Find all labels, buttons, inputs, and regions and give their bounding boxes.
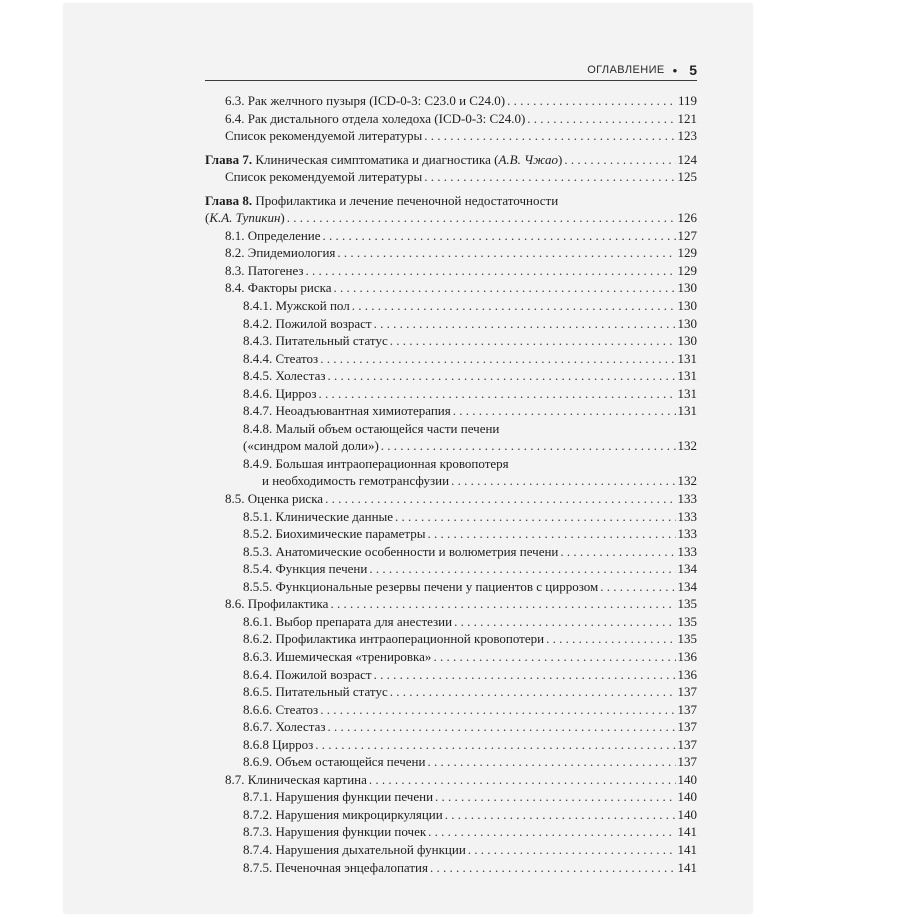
toc-page: 132 (677, 473, 697, 489)
toc-entry-8-4-5[interactable]: 8.4.5. Холестаз . . . 131 (205, 367, 697, 385)
toc-page: 123 (677, 128, 697, 144)
toc-entry-8-5-1[interactable]: 8.5.1. Клинические данные . . . 133 (205, 508, 697, 526)
toc-entry-8-5-5[interactable]: 8.5.5. Функциональные резервы печени у пациентов с циррозом . . . 134 (205, 578, 697, 596)
toc-page: 131 (677, 350, 697, 366)
toc-entry-8-4-2[interactable]: 8.4.2. Пожилой возраст . . . 130 (205, 315, 697, 333)
toc-entry-8-6[interactable]: 8.6. Профилактика . . . 135 (205, 595, 697, 613)
toc-entry-8-4-9[interactable]: 8.4.9. Большая интраоперационная кровопотеря и необходимость гемотрансфузии . . . 132 (205, 455, 697, 490)
toc-entry-8-2[interactable]: 8.2. Эпидемиология . . . 129 (205, 244, 697, 262)
page-number: 5 (689, 62, 697, 78)
header-bullet: • (672, 62, 678, 78)
toc-page: 127 (677, 227, 697, 243)
toc-entry-8-6-3[interactable]: 8.6.3. Ишемическая «тренировка» . . . 136 (205, 648, 697, 666)
toc-entry-ch7-literature[interactable]: Список рекомендуемой литературы . . . 125 (205, 168, 697, 186)
toc-page: 137 (677, 719, 697, 735)
toc-entry-8-7-5[interactable]: 8.7.5. Печеночная энцефалопатия . . . 141 (205, 859, 697, 877)
toc-entry-8-4-8[interactable]: 8.4.8. Малый объем остающейся части печени («синдром малой доли») . . . 132 (205, 420, 697, 455)
toc-page: 119 (677, 93, 697, 108)
toc-entry-8-4[interactable]: 8.4. Факторы риска . . . 130 (205, 279, 697, 297)
toc-entry-8-6-1[interactable]: 8.6.1. Выбор препарата для анестезии . . . 135 (205, 613, 697, 631)
toc-page: 129 (677, 262, 697, 278)
running-header (205, 62, 697, 78)
toc-page: 136 (677, 666, 697, 682)
toc-page: 133 (677, 491, 697, 507)
toc-entry-8-6-6[interactable]: 8.6.6. Стеатоз . . . 137 (205, 701, 697, 719)
toc-entry-8-3[interactable]: 8.3. Патогенез . . . 129 (205, 262, 697, 280)
toc-entry-6-4[interactable]: 6.4. Рак дистального отдела холедоха (ICD-0-3: C24.0) . . . 121 (205, 110, 697, 128)
toc-entry-8-7[interactable]: 8.7. Клиническая картина . . . 140 (205, 771, 697, 789)
toc-page: 121 (677, 110, 697, 126)
toc-page: 141 (677, 824, 697, 840)
toc-page: 135 (677, 631, 697, 647)
toc-page: 137 (677, 754, 697, 770)
toc-page: 140 (677, 771, 697, 787)
toc-page: 141 (677, 859, 697, 875)
toc-entry-8-6-5[interactable]: 8.6.5. Питательный статус . . . 137 (205, 683, 697, 701)
toc-page: 130 (677, 298, 697, 314)
toc-entry-8-4-4[interactable]: 8.4.4. Стеатоз . . . 131 (205, 350, 697, 368)
toc-page: 130 (677, 280, 697, 296)
toc-entry-8-6-2[interactable]: 8.6.2. Профилактика интраоперационной кровопотери . . . 135 (205, 630, 697, 648)
header-rule (205, 80, 697, 81)
toc-entry-8-4-7[interactable]: 8.4.7. Неоадъювантная химиотерапия . . . 131 (205, 402, 697, 420)
toc-entry-8-5[interactable]: 8.5. Оценка риска . . . 133 (205, 490, 697, 508)
toc-chapter-8[interactable]: Глава 8. Профилактика и лечение печеночной недостаточности (К.А. Тупикин) . . . 126 (205, 192, 697, 227)
toc-entry-8-6-4[interactable]: 8.6.4. Пожилой возраст . . . 136 (205, 666, 697, 684)
toc-entry-8-7-3[interactable]: 8.7.3. Нарушения функции почек . . . 141 (205, 823, 697, 841)
toc-page: 126 (677, 210, 697, 226)
toc-page: 135 (677, 596, 697, 612)
toc-entry-8-5-4[interactable]: 8.5.4. Функция печени . . . 134 (205, 560, 697, 578)
toc-page: 132 (677, 438, 697, 454)
toc-entry-8-5-3[interactable]: 8.5.3. Анатомические особенности и волюметрия печени . . . 133 (205, 543, 697, 561)
toc-page: 137 (677, 701, 697, 717)
toc-entry-8-1[interactable]: 8.1. Определение . . . 127 (205, 227, 697, 245)
toc-page: 135 (677, 613, 697, 629)
toc-page: 141 (677, 841, 697, 857)
toc-page: 134 (677, 578, 697, 594)
toc-page: 134 (677, 561, 697, 577)
chapter-label: Глава 7. (205, 151, 253, 167)
chapter-author: А.В. Чжао (498, 151, 558, 167)
toc-page: 129 (677, 245, 697, 261)
toc-entry-8-6-9[interactable]: 8.6.9. Объем остающейся печени . . . 137 (205, 753, 697, 771)
toc-entry-8-4-1[interactable]: 8.4.1. Мужской пол . . . 130 (205, 297, 697, 315)
toc-page: 140 (677, 806, 697, 822)
header-title: ОГЛАВЛЕНИЕ (587, 64, 665, 76)
toc-entry-6-3[interactable]: 6.3. Рак желчного пузыря (ICD-0-3: C23.0 и C24.0) . . . 119 (205, 92, 697, 110)
toc-entry-8-4-3[interactable]: 8.4.3. Питательный статус . . . 130 (205, 332, 697, 350)
toc-page: 131 (677, 403, 697, 419)
toc-entry-8-4-6[interactable]: 8.4.6. Цирроз . . . 131 (205, 385, 697, 403)
toc-page: 131 (677, 368, 697, 384)
table-of-contents (205, 92, 697, 876)
toc-page: 131 (677, 385, 697, 401)
toc-page: 130 (677, 315, 697, 331)
toc-page: 136 (677, 648, 697, 664)
toc-entry-8-7-1[interactable]: 8.7.1. Нарушения функции печени . . . 140 (205, 788, 697, 806)
toc-entry-8-7-4[interactable]: 8.7.4. Нарушения дыхательной функции . . . 141 (205, 841, 697, 859)
chapter-author: К.А. Тупикин (209, 210, 281, 226)
toc-page: 130 (677, 333, 697, 349)
toc-page: 133 (677, 526, 697, 542)
toc-entry-ch6-literature[interactable]: Список рекомендуемой литературы . . . 123 (205, 127, 697, 145)
toc-page: 137 (677, 684, 697, 700)
toc-entry-8-6-7[interactable]: 8.6.7. Холестаз . . . 137 (205, 718, 697, 736)
toc-entry-8-7-2[interactable]: 8.7.2. Нарушения микроциркуляции . . . 140 (205, 806, 697, 824)
toc-page: 124 (677, 151, 697, 167)
toc-entry-8-5-2[interactable]: 8.5.2. Биохимические параметры . . . 133 (205, 525, 697, 543)
chapter-label: Глава 8. (205, 192, 253, 208)
toc-page: 137 (677, 736, 697, 752)
toc-page: 140 (677, 789, 697, 805)
toc-entry-8-6-8[interactable]: 8.6.8 Цирроз . . . 137 (205, 736, 697, 754)
toc-page: 133 (677, 543, 697, 559)
toc-chapter-7[interactable]: Глава 7. Клиническая симптоматика и диагностика (А.В. Чжао) . . . 124 (205, 151, 697, 169)
toc-page: 125 (677, 169, 697, 185)
toc-page: 133 (677, 508, 697, 524)
